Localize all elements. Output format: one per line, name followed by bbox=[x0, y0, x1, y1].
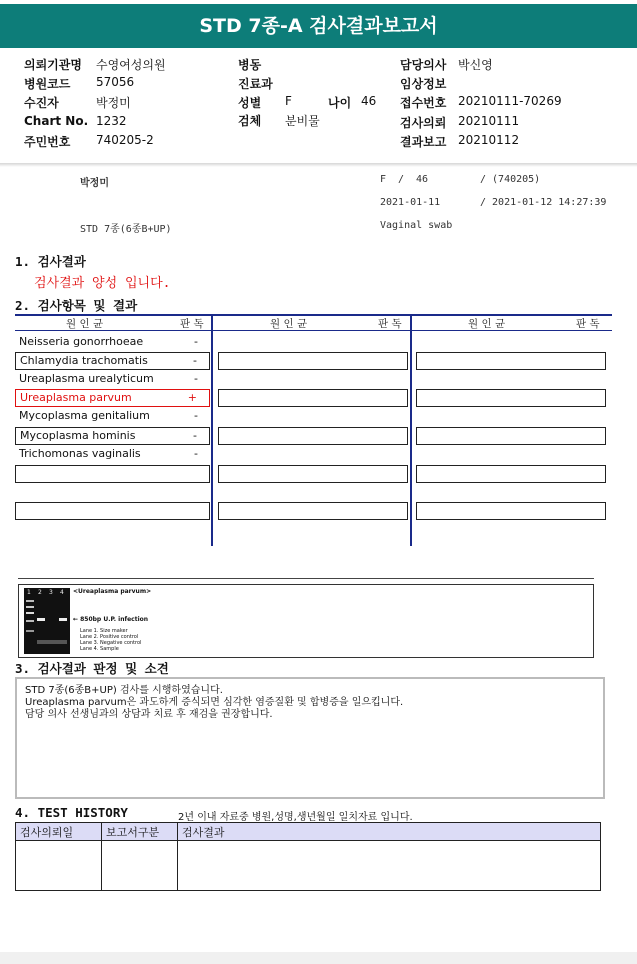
marker-band bbox=[26, 606, 34, 608]
empty-row bbox=[15, 502, 210, 520]
hospital-code-value: 57056 bbox=[96, 75, 135, 89]
department-label: 진료과 bbox=[238, 77, 273, 91]
specimen-type: Vaginal swab bbox=[380, 220, 453, 231]
empty-row bbox=[416, 502, 606, 520]
organism-result: - bbox=[194, 447, 198, 460]
age-value: 46 bbox=[361, 94, 377, 108]
organism-name: Ureaplasma parvum bbox=[20, 391, 132, 404]
patient-name: 박정미 bbox=[80, 178, 109, 189]
marker-band bbox=[26, 630, 34, 632]
reported-datetime: / 2021-01-12 14:27:39 bbox=[480, 197, 607, 208]
lane-3-label: 3 bbox=[49, 589, 53, 596]
empty-row bbox=[416, 389, 606, 407]
organism-name: Mycoplasma hominis bbox=[20, 429, 136, 442]
col-organism-3: 원 인 균 bbox=[468, 318, 506, 330]
empty-row bbox=[218, 427, 408, 445]
report-date-value: 20210112 bbox=[458, 133, 520, 147]
report-date-label: 결과보고 bbox=[400, 135, 447, 149]
empty-row bbox=[416, 427, 606, 445]
history-cell bbox=[102, 841, 178, 891]
header-info bbox=[0, 52, 637, 152]
history-note: 2년 이내 자료중 병원,성명,생년월일 일치자료 입니다. bbox=[178, 812, 413, 823]
header-divider bbox=[0, 163, 637, 167]
gel-legend-1: Lane 1. Size maker bbox=[80, 628, 128, 634]
empty-row bbox=[218, 352, 408, 370]
ward-label: 병동 bbox=[238, 58, 262, 72]
gel-band-label: ← 850bp U.P. infection bbox=[73, 616, 149, 623]
gel-divider bbox=[18, 578, 594, 579]
history-cell bbox=[178, 841, 601, 891]
marker-band bbox=[26, 600, 34, 602]
result-row-positive bbox=[15, 389, 210, 407]
clinical-info-label: 임상정보 bbox=[400, 77, 447, 91]
organism-name: Ureaplasma urealyticum bbox=[19, 372, 154, 385]
result-row bbox=[15, 371, 210, 389]
result-row bbox=[15, 334, 210, 352]
sample-band bbox=[59, 618, 67, 621]
positive-control-band bbox=[37, 618, 45, 621]
age-label: 나이 bbox=[328, 96, 352, 110]
doctor-value: 박신영 bbox=[458, 58, 493, 72]
patient-sex: F bbox=[380, 174, 387, 185]
primer-band bbox=[37, 640, 67, 644]
receipt-no-value: 20210111-70269 bbox=[458, 94, 562, 108]
lane-4-label: 4 bbox=[60, 589, 64, 596]
organism-name: Chlamydia trachomatis bbox=[20, 354, 148, 367]
request-date-label: 검사의뢰 bbox=[400, 116, 447, 130]
hospital-value: 수영여성의원 bbox=[96, 58, 166, 72]
marker-band bbox=[26, 612, 34, 614]
request-date-value: 20210111 bbox=[458, 114, 520, 128]
patient-id: / (740205) bbox=[480, 174, 541, 185]
col-result-3: 판 독 bbox=[576, 318, 600, 330]
organism-result: - bbox=[193, 429, 197, 442]
gel-legend-4: Lane 4. Sample bbox=[80, 646, 119, 652]
organism-name: Mycoplasma genitalium bbox=[19, 409, 150, 422]
result-summary: 검사결과 양성 입니다. bbox=[34, 276, 171, 291]
patient-value: 박정미 bbox=[96, 96, 131, 110]
gel-title: <Ureaplasma parvum> bbox=[73, 588, 152, 595]
history-col-request-date: 검사의뢰일 bbox=[16, 823, 102, 841]
history-table bbox=[15, 822, 601, 891]
lane-2-label: 2 bbox=[38, 589, 42, 596]
history-cell bbox=[16, 841, 102, 891]
hospital-code-label: 병원코드 bbox=[24, 77, 71, 91]
opinion-line: Ureaplasma parvum은 과도하게 증식되면 심각한 염증질환 및 합병증을 일으킵니다. bbox=[25, 697, 404, 708]
received-date: 2021-01-11 bbox=[380, 197, 441, 208]
empty-row bbox=[416, 465, 606, 483]
organism-result: - bbox=[194, 409, 198, 422]
specimen-value: 분비물 bbox=[285, 114, 320, 128]
patient-age: 46 bbox=[416, 174, 429, 185]
grid-divider-1 bbox=[211, 314, 213, 546]
sex-value: F bbox=[285, 94, 292, 108]
results-grid-top bbox=[15, 314, 612, 316]
result-row bbox=[15, 427, 210, 445]
chart-no-label: Chart No. bbox=[24, 114, 89, 128]
section4-title: 4. TEST HISTORY bbox=[15, 805, 128, 820]
empty-row bbox=[218, 465, 408, 483]
receipt-no-label: 접수번호 bbox=[400, 96, 447, 110]
history-header-row bbox=[16, 823, 601, 841]
resident-no-value: 740205-2 bbox=[96, 133, 154, 147]
grid-divider-2 bbox=[410, 314, 412, 546]
doctor-label: 담당의사 bbox=[400, 58, 447, 72]
organism-result: - bbox=[194, 372, 198, 385]
resident-no-label: 주민번호 bbox=[24, 135, 71, 149]
section2-title: 2. 검사항목 및 결과 bbox=[15, 298, 138, 313]
opinion-text bbox=[25, 685, 403, 721]
organism-result: - bbox=[194, 335, 198, 348]
specimen-label: 검체 bbox=[238, 114, 262, 128]
gel-legend bbox=[80, 628, 141, 652]
organism-name: Trichomonas vaginalis bbox=[19, 447, 141, 460]
empty-row bbox=[416, 352, 606, 370]
lane-1-label: 1 bbox=[27, 589, 31, 596]
chart-no-value: 1232 bbox=[96, 114, 127, 128]
gel-legend-3: Lane 3. Negative control bbox=[80, 640, 142, 646]
organism-name: Neisseria gonorrhoeae bbox=[19, 335, 144, 348]
result-row bbox=[15, 408, 210, 426]
sex-label: 성별 bbox=[238, 96, 262, 110]
result-row bbox=[15, 446, 210, 464]
col-result-1: 판 독 bbox=[180, 318, 204, 330]
test-name: STD 7종(6종B+UP) bbox=[80, 224, 172, 235]
gel-legend-2: Lane 2. Positive control bbox=[80, 634, 139, 640]
marker-band bbox=[26, 620, 34, 622]
patient-label: 수진자 bbox=[24, 96, 59, 110]
col-organism-1: 원 인 균 bbox=[66, 318, 104, 330]
gel-image bbox=[24, 588, 70, 654]
hospital-label: 의뢰기관명 bbox=[24, 58, 82, 72]
opinion-line: STD 7종(6종B+UP) 검사를 시행하였습니다. bbox=[25, 685, 223, 696]
history-col-result: 검사결과 bbox=[178, 823, 601, 841]
history-col-report-type: 보고서구분 bbox=[102, 823, 178, 841]
section3-title: 3. 검사결과 판정 및 소견 bbox=[15, 661, 169, 676]
history-empty-row bbox=[16, 841, 601, 891]
patient-slash: / bbox=[398, 174, 405, 185]
col-result-2: 판 독 bbox=[378, 318, 402, 330]
section1-title: 1. 검사결과 bbox=[15, 254, 86, 269]
col-organism-2: 원 인 균 bbox=[270, 318, 308, 330]
page-bottom-bar bbox=[0, 952, 637, 964]
organism-result: - bbox=[193, 354, 197, 367]
empty-row bbox=[15, 465, 210, 483]
empty-row bbox=[218, 502, 408, 520]
opinion-line: 담당 의사 선생님과의 상담과 치료 후 재검을 권장합니다. bbox=[25, 709, 273, 720]
organism-result: + bbox=[187, 391, 197, 404]
results-grid-header-line bbox=[15, 330, 612, 331]
report-title: STD 7종-A 검사결과보고서 bbox=[0, 4, 637, 48]
opinion-box bbox=[15, 677, 605, 799]
empty-row bbox=[218, 389, 408, 407]
result-row bbox=[15, 352, 210, 370]
